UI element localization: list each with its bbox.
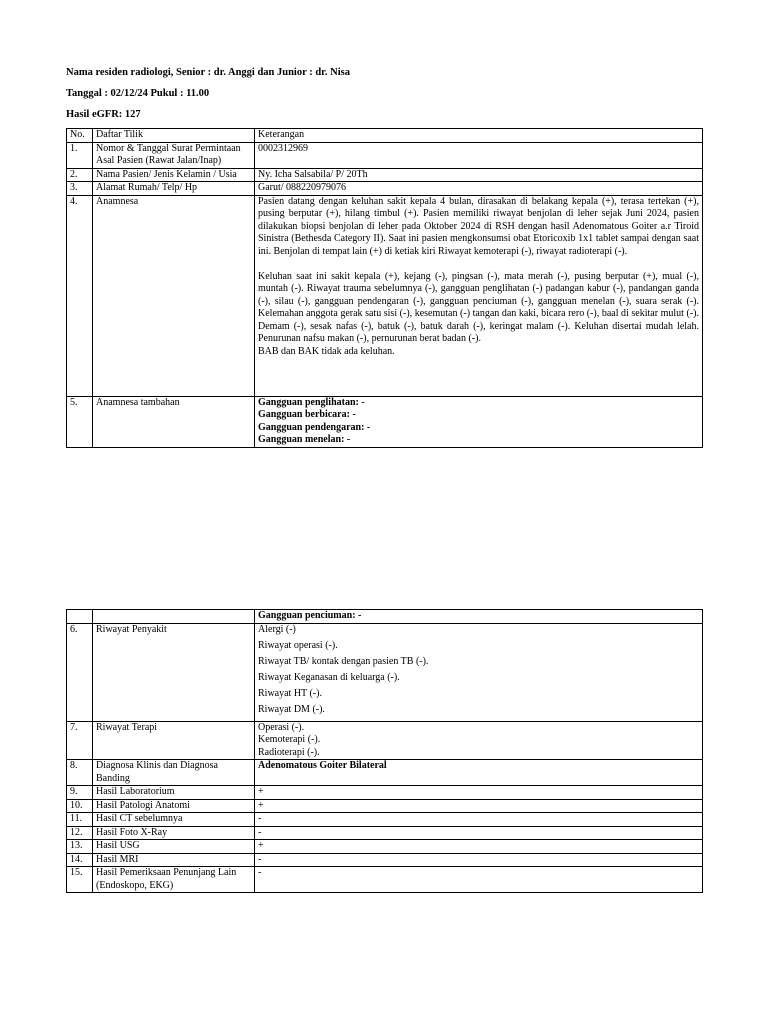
table-row — [67, 799, 703, 813]
anamnesa-paragraph-3: BAB dan BAK tidak ada keluhan. — [258, 345, 395, 357]
row-item: Riwayat Terapi — [93, 721, 255, 760]
table-row-riwayat-penyakit — [67, 623, 703, 721]
row-value: - — [255, 826, 703, 840]
checklist-table-page2 — [66, 609, 703, 893]
table-row-riwayat-terapi — [67, 721, 703, 760]
row-item: Hasil Laboratorium — [93, 786, 255, 800]
row-no: 3. — [67, 182, 93, 196]
table-row-anamnesa — [67, 195, 703, 396]
row-no: 15. — [67, 867, 93, 893]
row-no: 11. — [67, 813, 93, 827]
value-line: Kemoterapi (-). — [258, 734, 321, 745]
table-row — [67, 840, 703, 854]
value-line: Gangguan pendengaran: - — [258, 421, 371, 433]
table-row — [67, 853, 703, 867]
diagnosa-value: Adenomatous Goiter Bilateral — [255, 760, 703, 786]
row-item: Nama Pasien/ Jenis Kelamin / Usia — [93, 168, 255, 182]
table-header-row — [67, 129, 703, 143]
value-line: Riwayat TB/ kontak dengan pasien TB (-). — [258, 655, 429, 667]
row-value: 0002312969 — [255, 142, 703, 168]
table-row — [67, 142, 703, 168]
exam-date: Tanggal : 02/12/24 Pukul : 11.00 — [66, 88, 210, 99]
table-row — [67, 813, 703, 827]
row-no: 12. — [67, 826, 93, 840]
riwayat-terapi-values — [255, 721, 703, 760]
value-line: Riwayat DM (-). — [258, 703, 325, 715]
row-item: Hasil MRI — [93, 853, 255, 867]
row-no: 13. — [67, 840, 93, 854]
header-no: No. — [67, 129, 93, 143]
resident-names: Nama residen radiologi, Senior : dr. Anggi dan Junior : dr. Nisa — [66, 67, 350, 78]
row-no: 1. — [67, 142, 93, 168]
row-value: - — [255, 853, 703, 867]
row-no: 7. — [67, 721, 93, 760]
table-row — [67, 182, 703, 196]
anamnesa-text — [255, 195, 703, 396]
row-item: Alamat Rumah/ Telp/ Hp — [93, 182, 255, 196]
value-line: Alergi (-) — [258, 623, 296, 635]
row-item: Anamnesa — [93, 195, 255, 396]
row-item: Diagnosa Klinis dan Diagnosa Banding — [93, 760, 255, 786]
value-line: Gangguan menelan: - — [258, 434, 351, 445]
row-no: 4. — [67, 195, 93, 396]
table-row — [67, 786, 703, 800]
row-item: Hasil Patologi Anatomi — [93, 799, 255, 813]
table-row — [67, 867, 703, 893]
value-line: Riwayat HT (-). — [258, 687, 322, 699]
table-row-anamnesa-tambahan — [67, 396, 703, 447]
riwayat-penyakit-values — [255, 623, 703, 721]
table-row — [67, 168, 703, 182]
anamnesa-paragraph-2: Keluhan saat ini sakit kepala (+), kejang (-), pingsan (-), mata merah (-), pusing berputar (+), mual (-), muntah (-). Riwayat trauma sebelumnya (-), gangguan penglihatan (-) padangan kabur (-), pandangan ganda (-), silau (-), gangguan pendengaran (-), gangguan penciuman (-), gangguan menelan (-), suara serak (-). Kelemahan anggota gerak satu sisi (-), kesemutan (-) tangan dan kaki, bicara rero (-), baal di sekitar mulut (-). Demam (-), sesak nafas (-), batuk (-), batuk darah (-), keringat malam (-). Keluhan disertai mudah lelah. Penurunan nafsu makan (-), pernurunan berat badan (-). — [258, 270, 699, 344]
row-item: Hasil CT sebelumnya — [93, 813, 255, 827]
row-item: Hasil Pemeriksaan Penunjang Lain (Endoskopo, EKG) — [93, 867, 255, 893]
header-item: Daftar Tilik — [93, 129, 255, 143]
row-no: 9. — [67, 786, 93, 800]
row-value: + — [255, 786, 703, 800]
row-item: Hasil Foto X-Ray — [93, 826, 255, 840]
anamnesa-paragraph-1: Pasien datang dengan keluhan sakit kepala 4 bulan, dirasakan di belakang kepala (+), terasa tertekan (+), pusing berputar (+), hilang timbul (+). Pasien memiliki riwayat benjolan di leher sejak Juni 2024, pasien dilakukan biopsi benjolan di leher pada Oktober 2024 di RSH dengan hasil Adenomatous Goiter a.r Tiroid Sinistra (Bethesda Category II). Saat ini pasien mengkonsumsi obat Etoricoxib 1x1 tablet sampai dengan saat ini. Benjolan di tempat lain (+) di ketiak kiri Riwayat kemoterapi (-), riwayat radioterapi (-). — [258, 195, 699, 257]
value-line: Radioterapi (-). — [258, 746, 320, 758]
row-no: 5. — [67, 396, 93, 447]
value-line: Gangguan berbicara: - — [258, 409, 356, 420]
row-no: 2. — [67, 168, 93, 182]
value-line: Operasi (-). — [258, 721, 305, 733]
row-value: - — [255, 867, 703, 893]
value-line: Riwayat operasi (-). — [258, 639, 338, 651]
row-value: - — [255, 813, 703, 827]
table-row-diagnosa — [67, 760, 703, 786]
continued-value: Gangguan penciuman: - — [255, 610, 703, 624]
row-value: + — [255, 799, 703, 813]
checklist-table-page1 — [66, 128, 703, 448]
row-item: Riwayat Penyakit — [93, 623, 255, 721]
row-item: Anamnesa tambahan — [93, 396, 255, 447]
value-line: Riwayat Keganasan di keluarga (-). — [258, 671, 400, 683]
row-no: 8. — [67, 760, 93, 786]
table-row — [67, 826, 703, 840]
row-item: Nomor & Tanggal Surat Permintaan Asal Pasien (Rawat Jalan/Inap) — [93, 142, 255, 168]
row-no: 6. — [67, 623, 93, 721]
header-value: Keterangan — [255, 129, 703, 143]
value-line: Gangguan penglihatan: - — [258, 396, 365, 408]
row-no: 10. — [67, 799, 93, 813]
row-no: 14. — [67, 853, 93, 867]
egfr-result: Hasil eGFR: 127 — [66, 109, 141, 120]
row-value: + — [255, 840, 703, 854]
table-row-continuation — [67, 610, 703, 624]
row-value: Ny. Icha Salsabila/ P/ 20Th — [255, 168, 703, 182]
row-value: Garut/ 088220979076 — [255, 182, 703, 196]
anamnesa-tambahan-values — [255, 396, 703, 447]
row-item: Hasil USG — [93, 840, 255, 854]
